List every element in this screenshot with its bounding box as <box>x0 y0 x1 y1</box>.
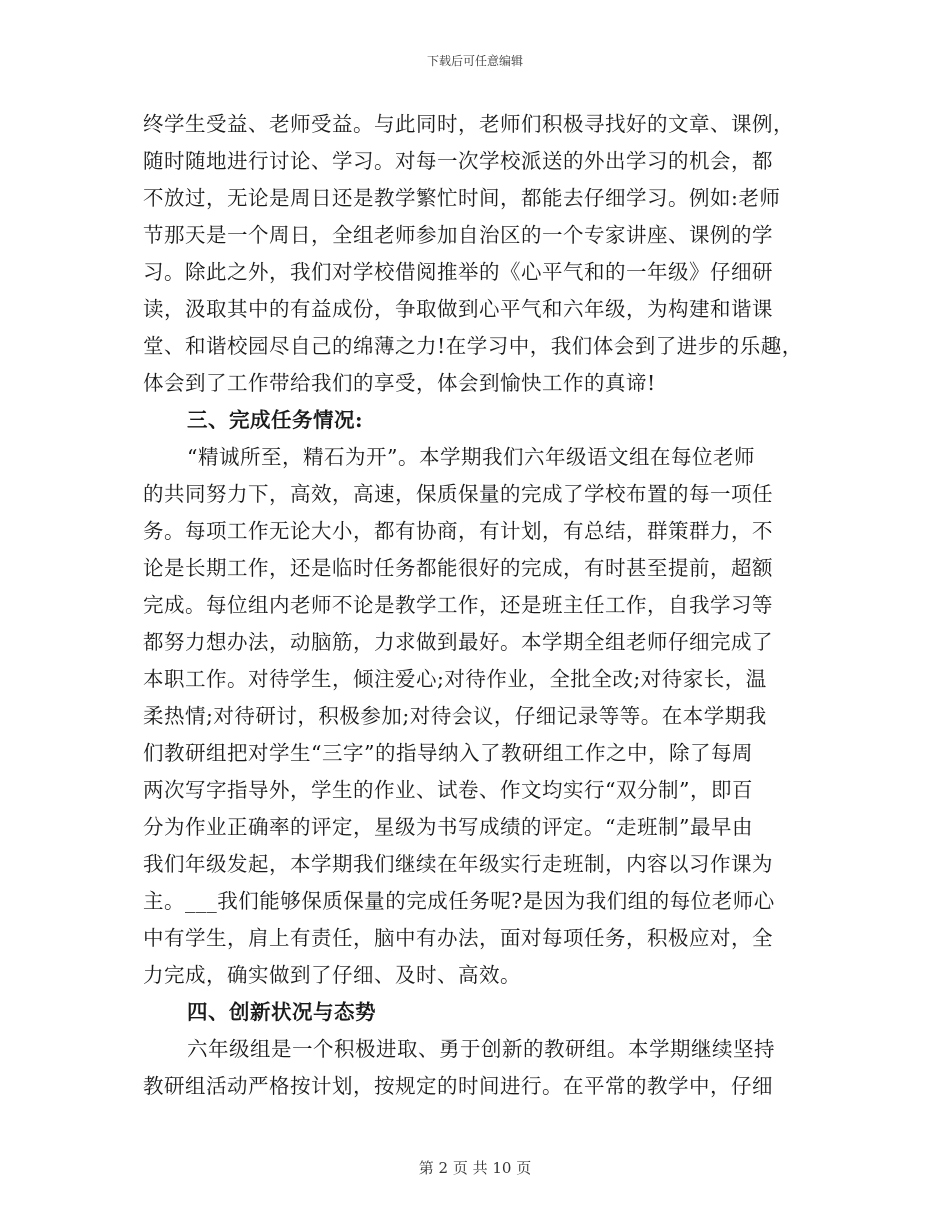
document-body <box>143 106 808 1105</box>
text-line: 读，汲取其中的有益成份，争取做到心平气和六年级，为构建和谐课 <box>143 297 773 321</box>
text-line: 力完成，确实做到了仔细、及时、高效。 <box>143 963 521 987</box>
section-heading: 三、完成任务情况: <box>187 408 364 432</box>
text-line: 节那天是一个周日，全组老师参加自治区的一个专家讲座、课例的学 <box>143 223 773 247</box>
text-line: 本职工作。对待学生，倾注爱心;对待作业，全批全改;对待家长，温 <box>143 667 767 691</box>
text-line: 六年级组是一个积极进取、勇于创新的教研组。本学期继续坚持 <box>187 1037 775 1061</box>
text-line: 们教研组把对学生“三字”的指导纳入了教研组工作之中，除了每周 <box>143 741 753 765</box>
text-line: 务。每项工作无论大小，都有协商，有计划，有总结，群策群力，不 <box>143 519 773 543</box>
text-line: 我们年级发起，本学期我们继续在年级实行走班制，内容以习作课为 <box>143 852 773 876</box>
text-line: 教研组活动严格按计划，按规定的时间进行。在平常的教学中，仔细 <box>143 1074 773 1098</box>
section-heading: 四、创新状况与态势 <box>187 1000 376 1024</box>
text-line: 中有学生，肩上有责任，脑中有办法，面对每项任务，积极应对，全 <box>143 926 773 950</box>
page-header: 下载后可任意编辑 <box>426 54 523 68</box>
text-line: 堂、和谐校园尽自己的绵薄之力!在学习中，我们体会到了进步的乐趣， <box>143 334 803 358</box>
text-line: 随时随地进行讨论、学习。对每一次学校派送的外出学习的机会，都 <box>143 149 773 173</box>
text-line: 完成。每位组内老师不论是教学工作，还是班主任工作，自我学习等 <box>143 593 773 617</box>
text-line: 主。___我们能够保质保量的完成任务呢?是因为我们组的每位老师心 <box>143 889 775 913</box>
text-line: 分为作业正确率的评定，星级为书写成绩的评定。“走班制”最早由 <box>143 815 753 839</box>
text-line: 论是长期工作，还是临时任务都能很好的完成，有时甚至提前，超额 <box>143 556 773 580</box>
text-line: 体会到了工作带给我们的享受，体会到愉快工作的真谛! <box>143 371 656 395</box>
text-line: 柔热情;对待研讨，积极参加;对待会议，仔细记录等等。在本学期我 <box>143 704 767 728</box>
text-line: 习。除此之外，我们对学校借阅推举的《心平气和的一年级》仔细研 <box>143 260 773 284</box>
page-footer: 第 2 页 共 10 页 <box>418 1159 532 1177</box>
text-line: 两次写字指导外，学生的作业、试卷、作文均实行“双分制”，即百 <box>143 778 753 802</box>
text-line: 的共同努力下，高效，高速，保质保量的完成了学校布置的每一项任 <box>143 482 773 506</box>
text-line: 不放过，无论是周日还是教学繁忙时间，都能去仔细学习。例如:老师 <box>143 186 781 210</box>
text-line: 都努力想办法，动脑筋，力求做到最好。本学期全组老师仔细完成了 <box>143 630 773 654</box>
text-line: 终学生受益、老师受益。与此同时，老师们积极寻找好的文章、课例， <box>143 112 794 136</box>
text-line: “精诚所至，精石为开”。本学期我们六年级语文组在每位老师 <box>187 445 755 469</box>
